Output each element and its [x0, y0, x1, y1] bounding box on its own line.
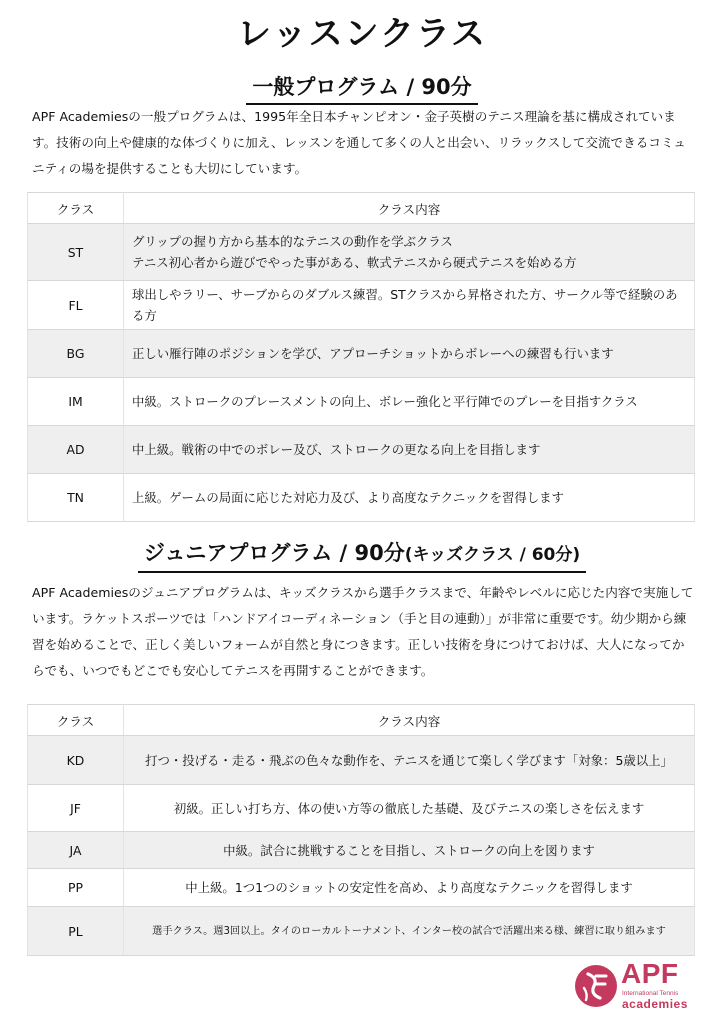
class-description: 中上級。戦術の中でのボレー及び、ストロークの更なる向上を目指します	[124, 426, 695, 474]
class-code: TN	[28, 474, 124, 522]
class-description: 正しい雁行陣のポジションを学び、アプローチショットからボレーへの練習も行います	[124, 330, 695, 378]
junior-heading-main: ジュニアプログラム / 90分	[143, 541, 405, 565]
junior-program-heading-text	[138, 538, 586, 573]
table-header-row	[28, 705, 695, 736]
class-description	[124, 224, 695, 281]
table-row	[28, 224, 695, 281]
table-row	[28, 378, 695, 426]
junior-program-heading	[0, 538, 724, 573]
table-row	[28, 426, 695, 474]
class-code: KD	[28, 736, 124, 785]
class-description: 選手クラス。週3回以上。タイのローカルトーナメント、インター校の試合で活躍出来る様、練習に取り組みます	[124, 907, 695, 956]
general-program-heading-text: 一般プログラム / 90分	[246, 72, 477, 105]
page-title: レッスンクラス	[237, 14, 487, 54]
class-code: AD	[28, 426, 124, 474]
class-description: 初級。正しい打ち方、体の使い方等の徹底した基礎、及びテニスの楽しさを伝えます	[124, 785, 695, 832]
logo-text: APF	[621, 958, 679, 989]
class-code: PP	[28, 869, 124, 907]
class-description-line: グリップの握り方から基本的なテニスの動作を学ぶクラス	[132, 234, 453, 249]
logo-subtext-academies: academies	[622, 997, 688, 1011]
table-row	[28, 736, 695, 785]
apf-logo-mark-icon	[574, 964, 618, 1008]
junior-heading-sub: (キッズクラス / 60分)	[404, 545, 581, 565]
class-description: 球出しやラリー、サーブからのダブルス練習。STクラスから昇格された方、サークル等で経験のある方	[124, 281, 695, 330]
logo-subtext: International Tennis	[622, 990, 679, 997]
class-code: JF	[28, 785, 124, 832]
table-header-row	[28, 193, 695, 224]
general-class-table	[27, 192, 695, 522]
table-row	[28, 330, 695, 378]
class-description: 打つ・投げる・走る・飛ぶの色々な動作を、テニスを通じて楽しく学びます「対象：5歳以上」	[124, 736, 695, 785]
table-row	[28, 785, 695, 832]
class-description-line: テニス初心者から遊びでやった事がある、軟式テニスから硬式テニスを始める方	[132, 255, 577, 270]
class-description: 上級。ゲームの局面に応じた対応力及び、より高度なテクニックを習得します	[124, 474, 695, 522]
header-class: クラス	[28, 193, 124, 224]
class-code: PL	[28, 907, 124, 956]
class-code: JA	[28, 832, 124, 869]
header-class-content: クラス内容	[124, 193, 695, 224]
junior-program-intro: APF Academiesのジュニアプログラムは、キッズクラスから選手クラスまで、年齢やレベルに応じた内容で実施しています。ラケットスポーツでは「ハンドアイコーディネーション（手と目の連動）」が非常に重要です。幼少期から練習を始めることで、正しく美しいフォームが自然と身につきます。正しい技術を身につけておけば、大人になってからでも、いつでもどこでも安心してテニスを再開することができます。	[32, 585, 694, 678]
class-description: 中級。試合に挑戦することを目指し、ストロークの向上を図ります	[124, 832, 695, 869]
junior-class-table	[27, 704, 695, 956]
class-code: IM	[28, 378, 124, 426]
general-program-intro: APF Academiesの一般プログラムは、1995年全日本チャンピオン・金子英樹のテニス理論を基に構成されています。技術の向上や健康的な体づくりに加え、レッスンを通して多くの人と出会い、リラックスして交流できるコミュニティの場を提供することも大切にしています。	[32, 109, 686, 176]
header-class: クラス	[28, 705, 124, 736]
header-class-content: クラス内容	[124, 705, 695, 736]
general-program-heading	[0, 72, 724, 105]
class-code: ST	[28, 224, 124, 281]
table-row	[28, 907, 695, 956]
class-code: BG	[28, 330, 124, 378]
table-row	[28, 474, 695, 522]
table-row	[28, 869, 695, 907]
apf-logo	[574, 958, 704, 1012]
class-description: 中上級。1つ1つのショットの安定性を高め、より高度なテクニックを習得します	[124, 869, 695, 907]
class-code: FL	[28, 281, 124, 330]
table-row	[28, 281, 695, 330]
class-description: 中級。ストロークのプレースメントの向上、ボレー強化と平行陣でのプレーを目指すクラス	[124, 378, 695, 426]
table-row	[28, 832, 695, 869]
